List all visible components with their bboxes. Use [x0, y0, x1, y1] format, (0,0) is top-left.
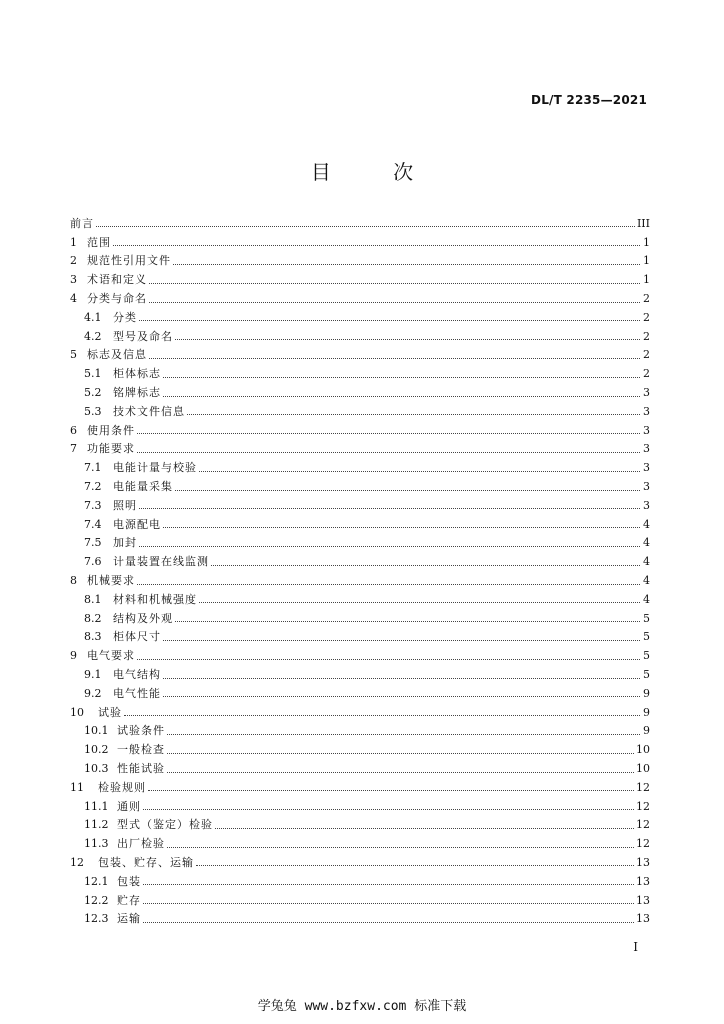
toc-entry-label: 计量装置在线监测 — [113, 555, 209, 569]
toc-entry-page: 3 — [643, 498, 650, 512]
toc-leader-dots — [173, 263, 640, 265]
page-number: I — [633, 940, 638, 954]
toc-entry-label: 检验规则 — [98, 780, 146, 794]
toc-subentry[interactable] — [70, 816, 650, 835]
toc-subentry[interactable] — [70, 759, 650, 778]
toc-entry-page: 3 — [643, 480, 650, 494]
toc-entry-number: 7.1 — [84, 461, 102, 475]
toc-entry-label: 一般检查 — [117, 743, 165, 757]
toc-entry-number: 11 — [70, 780, 84, 794]
toc-subentry[interactable] — [70, 496, 650, 515]
toc-leader-dots — [137, 451, 640, 453]
toc-entry-page: 9 — [643, 686, 650, 700]
toc-entry-page: 2 — [643, 329, 650, 343]
toc-entry-page: 12 — [636, 780, 650, 794]
toc-leader-dots — [175, 338, 640, 340]
toc-entry-page: 4 — [643, 574, 650, 588]
toc-leader-dots — [148, 789, 634, 791]
toc-subentry[interactable] — [70, 308, 650, 327]
toc-leader-dots — [167, 752, 634, 754]
toc-entry-page: 3 — [643, 386, 650, 400]
toc-subentry[interactable] — [70, 458, 650, 477]
toc-entry-page: 3 — [643, 404, 650, 418]
toc-entry-label: 铭牌标志 — [113, 386, 161, 400]
toc-leader-dots — [163, 677, 640, 679]
toc-entry-label: 包装 — [117, 874, 141, 888]
toc-entry-page: III — [636, 216, 650, 230]
toc-leader-dots — [199, 601, 640, 603]
toc-entry-page: 9 — [643, 705, 650, 719]
toc-entry-label: 加封 — [113, 536, 137, 550]
toc-subentry[interactable] — [70, 364, 650, 383]
toc-entry[interactable] — [70, 571, 650, 590]
toc-entry-number: 6 — [70, 423, 77, 437]
toc-entry-page: 2 — [643, 292, 650, 306]
toc-entry-number: 1 — [70, 235, 77, 249]
toc-entry-label: 电气性能 — [113, 686, 161, 700]
toc-entry-number: 7.2 — [84, 480, 102, 494]
toc-leader-dots — [139, 507, 640, 509]
toc-entry-number: 11.2 — [84, 818, 109, 832]
toc-entry[interactable] — [70, 214, 650, 233]
toc-entry-number: 4 — [70, 292, 77, 306]
toc-entry-number: 5 — [70, 348, 77, 362]
toc-entry[interactable] — [70, 440, 650, 459]
toc-entry-label: 分类 — [113, 310, 137, 324]
toc-entry-label: 性能试验 — [117, 762, 165, 775]
toc-leader-dots — [143, 808, 634, 810]
toc-entry-label: 范围 — [87, 235, 111, 249]
toc-leader-dots — [187, 413, 640, 415]
toc-subentry[interactable] — [70, 834, 650, 853]
toc-entry-label: 技术文件信息 — [113, 404, 185, 418]
toc-entry-page: 2 — [643, 367, 650, 381]
toc-entry-number: 3 — [70, 273, 77, 287]
toc-leader-dots — [163, 695, 640, 697]
toc-entry-page: 12 — [636, 837, 650, 851]
toc-leader-dots — [143, 883, 634, 885]
toc-entry-number: 11.1 — [84, 799, 109, 813]
toc-entry-page: 4 — [643, 517, 650, 531]
toc-leader-dots — [143, 921, 634, 923]
toc-entry-label: 电源配电 — [113, 517, 161, 531]
toc-entry-page: 12 — [636, 818, 650, 832]
toc-entry-page: 3 — [643, 461, 650, 475]
toc-entry-page: 13 — [636, 912, 650, 926]
toc-entry[interactable] — [70, 233, 650, 252]
toc-entry-page: 12 — [636, 799, 650, 813]
toc-entry-number: 5.2 — [84, 386, 102, 400]
toc-entry-label: 使用条件 — [87, 423, 135, 437]
toc-entry-number: 7.4 — [84, 517, 102, 531]
toc-entry-page: 10 — [636, 762, 650, 775]
toc-entry-page: 4 — [643, 592, 650, 606]
toc-subentry[interactable] — [70, 552, 650, 571]
toc-entry-label: 功能要求 — [87, 442, 135, 456]
toc-entry-label: 试验 — [98, 705, 122, 719]
toc-subentry[interactable] — [70, 740, 650, 759]
toc-entry-page: 4 — [643, 536, 650, 550]
toc-entry-number: 9.1 — [84, 668, 102, 682]
toc-entry-page: 5 — [643, 611, 650, 625]
toc-entry[interactable] — [70, 252, 650, 271]
toc-leader-dots — [137, 583, 640, 585]
toc-entry-number: 10.3 — [84, 762, 109, 775]
toc-subentry[interactable] — [70, 909, 650, 928]
toc-subentry[interactable] — [70, 402, 650, 421]
toc-leader-dots — [163, 526, 640, 528]
toc-entry-label: 包装、贮存、运输 — [98, 855, 194, 869]
toc-entry-number: 9.2 — [84, 686, 102, 700]
toc-leader-dots — [96, 225, 635, 227]
toc-entry-label: 结构及外观 — [113, 611, 173, 625]
toc-subentry[interactable] — [70, 590, 650, 609]
toc-entry-number: 11.3 — [84, 837, 109, 851]
toc-entry-label: 出厂检验 — [117, 837, 165, 851]
toc-entry[interactable] — [70, 289, 650, 308]
toc-leader-dots — [167, 846, 634, 848]
toc-entry-number: 7.3 — [84, 498, 102, 512]
toc-subentry[interactable] — [70, 477, 650, 496]
toc-entry-page: 1 — [643, 273, 650, 287]
toc-entry-number: 7.6 — [84, 555, 102, 569]
toc-entry-number: 12.3 — [84, 912, 109, 926]
toc-entry[interactable] — [70, 346, 650, 365]
toc-entry-number: 4.1 — [84, 310, 102, 324]
toc-entry-number: 12 — [70, 855, 84, 869]
toc-leader-dots — [139, 319, 640, 321]
toc-leader-dots — [167, 733, 640, 735]
toc-entry-label: 电气要求 — [87, 649, 135, 663]
toc-entry[interactable] — [70, 778, 650, 797]
toc-entry-page: 13 — [636, 855, 650, 869]
toc-entry-label: 贮存 — [117, 893, 141, 907]
toc-entry-page: 13 — [636, 874, 650, 888]
toc-leader-dots — [163, 376, 640, 378]
toc-entry-page: 9 — [643, 724, 650, 738]
toc-entry-label: 电能量采集 — [113, 480, 173, 494]
toc-leader-dots — [175, 489, 640, 491]
toc-entry-page: 5 — [643, 668, 650, 682]
document-code: DL/T 2235—2021 — [531, 93, 647, 107]
toc-entry-number: 10.1 — [84, 724, 109, 738]
toc-entry-number: 10 — [70, 705, 84, 719]
toc-entry-page: 13 — [636, 893, 650, 907]
toc-entry-label: 规范性引用文件 — [87, 254, 171, 268]
toc-entry-page: 3 — [643, 442, 650, 456]
toc-subentry[interactable] — [70, 628, 650, 647]
toc-entry-label: 机械要求 — [87, 574, 135, 588]
toc-entry-number: 7 — [70, 442, 77, 456]
toc-entry-number: 8 — [70, 574, 77, 588]
toc-subentry[interactable] — [70, 327, 650, 346]
toc-entry-number: 8.1 — [84, 592, 102, 606]
toc-entry-page: 5 — [643, 630, 650, 644]
toc-entry-page: 1 — [643, 254, 650, 268]
toc-entry-number: 8.2 — [84, 611, 102, 625]
toc-entry[interactable] — [70, 703, 650, 722]
toc-leader-dots — [163, 395, 640, 397]
toc-entry-number: 4.2 — [84, 329, 102, 343]
toc-leader-dots — [199, 470, 640, 472]
toc-entry-label: 试验条件 — [117, 724, 165, 738]
toc-entry-label: 柜体标志 — [113, 367, 161, 381]
toc-leader-dots — [139, 545, 640, 547]
toc-entry-number: 5.3 — [84, 404, 102, 418]
footer-watermark: 学兔兔 www.bzfxw.com 标准下载 — [257, 999, 467, 1014]
toc-entry-page: 1 — [643, 235, 650, 249]
toc-entry-page: 5 — [643, 649, 650, 663]
toc-entry-page: 10 — [636, 743, 650, 757]
toc-leader-dots — [149, 357, 640, 359]
toc-subentry[interactable] — [70, 515, 650, 534]
toc-subentry[interactable] — [70, 872, 650, 891]
toc-entry-number: 12.2 — [84, 893, 109, 907]
toc-leader-dots — [113, 244, 640, 246]
table-of-contents — [70, 214, 650, 928]
toc-leader-dots — [167, 771, 634, 773]
page-title: 目 次 — [310, 160, 442, 184]
toc-leader-dots — [149, 282, 640, 284]
toc-subentry[interactable] — [70, 609, 650, 628]
toc-leader-dots — [137, 658, 640, 660]
toc-entry-number: 9 — [70, 649, 77, 663]
toc-entry-label: 分类与命名 — [87, 292, 147, 306]
toc-entry-number: 5.1 — [84, 367, 102, 381]
toc-entry-label: 材料和机械强度 — [113, 592, 197, 606]
toc-subentry[interactable] — [70, 534, 650, 553]
toc-entry-label: 照明 — [113, 498, 137, 512]
toc-entry-label: 标志及信息 — [87, 348, 147, 362]
toc-entry-page: 2 — [643, 348, 650, 362]
toc-entry-label: 电气结构 — [113, 668, 161, 682]
toc-entry-number: 7.5 — [84, 536, 102, 550]
toc-entry-number: 2 — [70, 254, 77, 268]
toc-subentry[interactable] — [70, 797, 650, 816]
toc-leader-dots — [143, 902, 634, 904]
toc-leader-dots — [175, 620, 640, 622]
toc-subentry[interactable] — [70, 684, 650, 703]
toc-entry[interactable] — [70, 421, 650, 440]
toc-leader-dots — [163, 639, 640, 641]
toc-entry-label: 运输 — [117, 912, 141, 926]
toc-entry-label: 型号及命名 — [113, 329, 173, 343]
toc-entry-label: 通则 — [117, 799, 141, 813]
toc-subentry[interactable] — [70, 383, 650, 402]
toc-leader-dots — [196, 864, 634, 866]
toc-entry-number: 12.1 — [84, 874, 109, 888]
toc-entry-number: 8.3 — [84, 630, 102, 644]
toc-leader-dots — [215, 827, 634, 829]
toc-entry[interactable] — [70, 853, 650, 872]
toc-entry-label: 柜体尺寸 — [113, 630, 161, 644]
toc-entry-label: 电能计量与校验 — [113, 461, 197, 475]
toc-subentry[interactable] — [70, 665, 650, 684]
toc-entry-label: 型式（鉴定）检验 — [117, 818, 213, 832]
toc-entry-number: 10.2 — [84, 743, 109, 757]
toc-entry[interactable] — [70, 270, 650, 289]
toc-entry-page: 4 — [643, 555, 650, 569]
toc-leader-dots — [149, 301, 640, 303]
toc-entry-label: 术语和定义 — [87, 273, 147, 287]
toc-entry-page: 3 — [643, 423, 650, 437]
toc-entry[interactable] — [70, 646, 650, 665]
toc-subentry[interactable] — [70, 722, 650, 741]
toc-leader-dots — [211, 564, 640, 566]
toc-leader-dots — [137, 432, 640, 434]
toc-leader-dots — [124, 714, 640, 716]
toc-entry-page: 2 — [643, 310, 650, 324]
toc-entry-label: 前言 — [70, 216, 94, 230]
toc-subentry[interactable] — [70, 891, 650, 910]
